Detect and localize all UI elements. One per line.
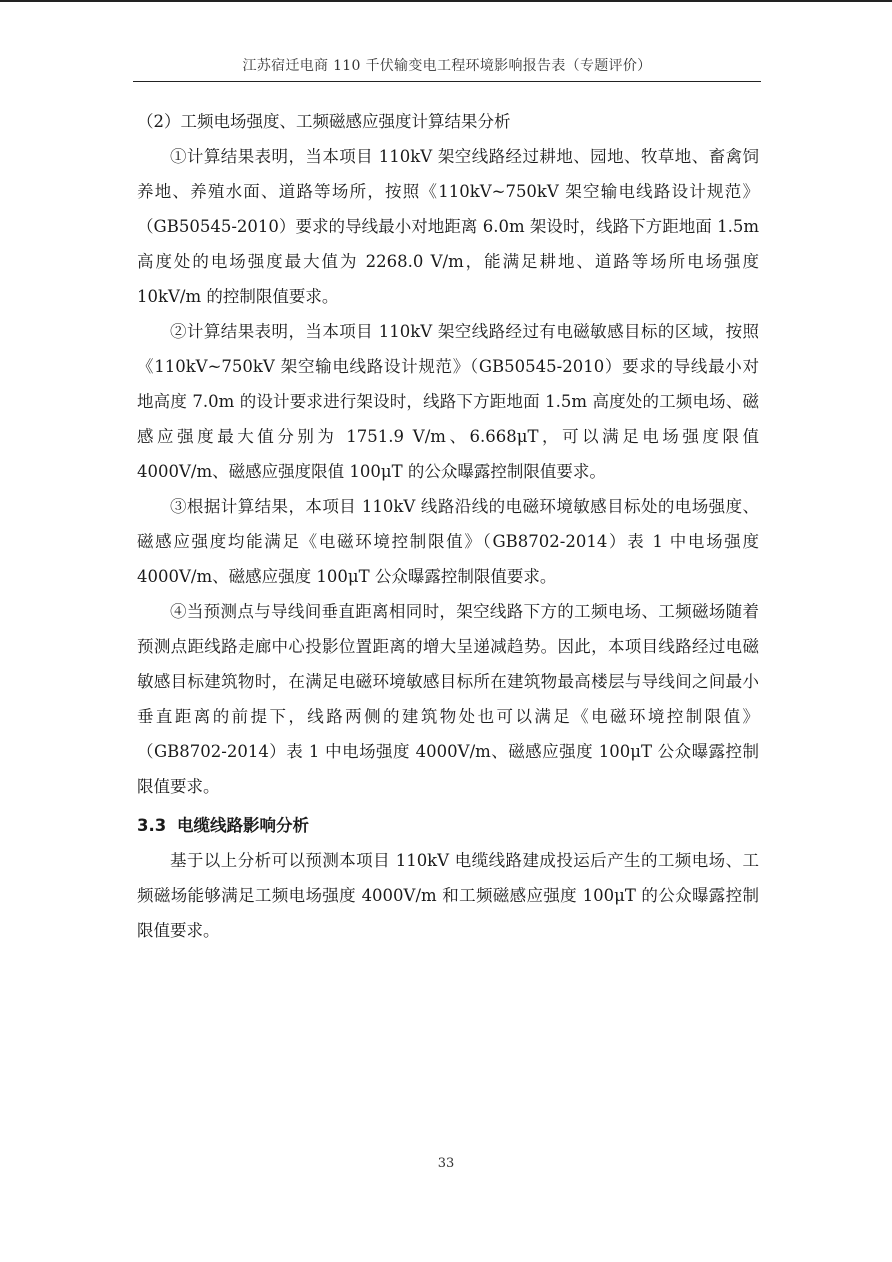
- page-body: [137, 104, 759, 948]
- section-number: 3.3: [137, 816, 167, 835]
- section-title: 电缆线路影响分析: [177, 816, 309, 835]
- page-top-border: [0, 0, 892, 2]
- header-rule: [133, 81, 761, 82]
- section-paragraph: 基于以上分析可以预测本项目 110kV 电缆线路建成投运后产生的工频电场、工频磁场能够满足工频电场强度 4000V/m 和工频磁感应强度 100μT 的公众曝露控制限值要求。: [137, 851, 759, 940]
- subsection-heading: （2）工频电场强度、工频磁感应强度计算结果分析: [137, 112, 511, 131]
- page-number: 33: [437, 1156, 455, 1171]
- page-header-title: 江苏宿迁电商 110 千伏输变电工程环境影响报告表（专题评价）: [242, 58, 652, 74]
- section-heading: [137, 808, 759, 843]
- paragraph-2: ②计算结果表明，当本项目 110kV 架空线路经过有电磁敏感目标的区域，按照《110kV~750kV 架空输电线路设计规范》（GB50545-2010）要求的导线最小对地高度 7.0m 的设计要求进行架设时，线路下方距地面 1.5m 高度处的工频电场、磁感应强度最大值分别为 1751.9 V/m、6.668μT，可以满足电场强度限值 4000V/m、磁感应强度限值 100μT 的公众曝露控制限值要求。: [137, 322, 759, 481]
- paragraph-3: ③根据计算结果，本项目 110kV 线路沿线的电磁环境敏感目标处的电场强度、磁感应强度均能满足《电磁环境控制限值》（GB8702-2014）表 1 中电场强度 4000V/m、磁感应强度 100μT 公众曝露控制限值要求。: [137, 497, 759, 586]
- paragraph-1: ①计算结果表明，当本项目 110kV 架空线路经过耕地、园地、牧草地、畜禽饲养地、养殖水面、道路等场所，按照《110kV~750kV 架空输电线路设计规范》（GB50545-2010）要求的导线最小对地距离 6.0m 架设时，线路下方距地面 1.5m 高度处的电场强度最大值为 2268.0 V/m，能满足耕地、道路等场所电场强度 10kV/m 的控制限值要求。: [137, 147, 759, 306]
- paragraph-4: ④当预测点与导线间垂直距离相同时，架空线路下方的工频电场、工频磁场随着预测点距线路走廊中心投影位置距离的增大呈递减趋势。因此，本项目线路经过电磁敏感目标建筑物时，在满足电磁环境敏感目标所在建筑物最高楼层与导线间之间最小垂直距离的前提下，线路两侧的建筑物处也可以满足《电磁环境控制限值》（GB8702-2014）表 1 中电场强度 4000V/m、磁感应强度 100μT 公众曝露控制限值要求。: [137, 602, 759, 796]
